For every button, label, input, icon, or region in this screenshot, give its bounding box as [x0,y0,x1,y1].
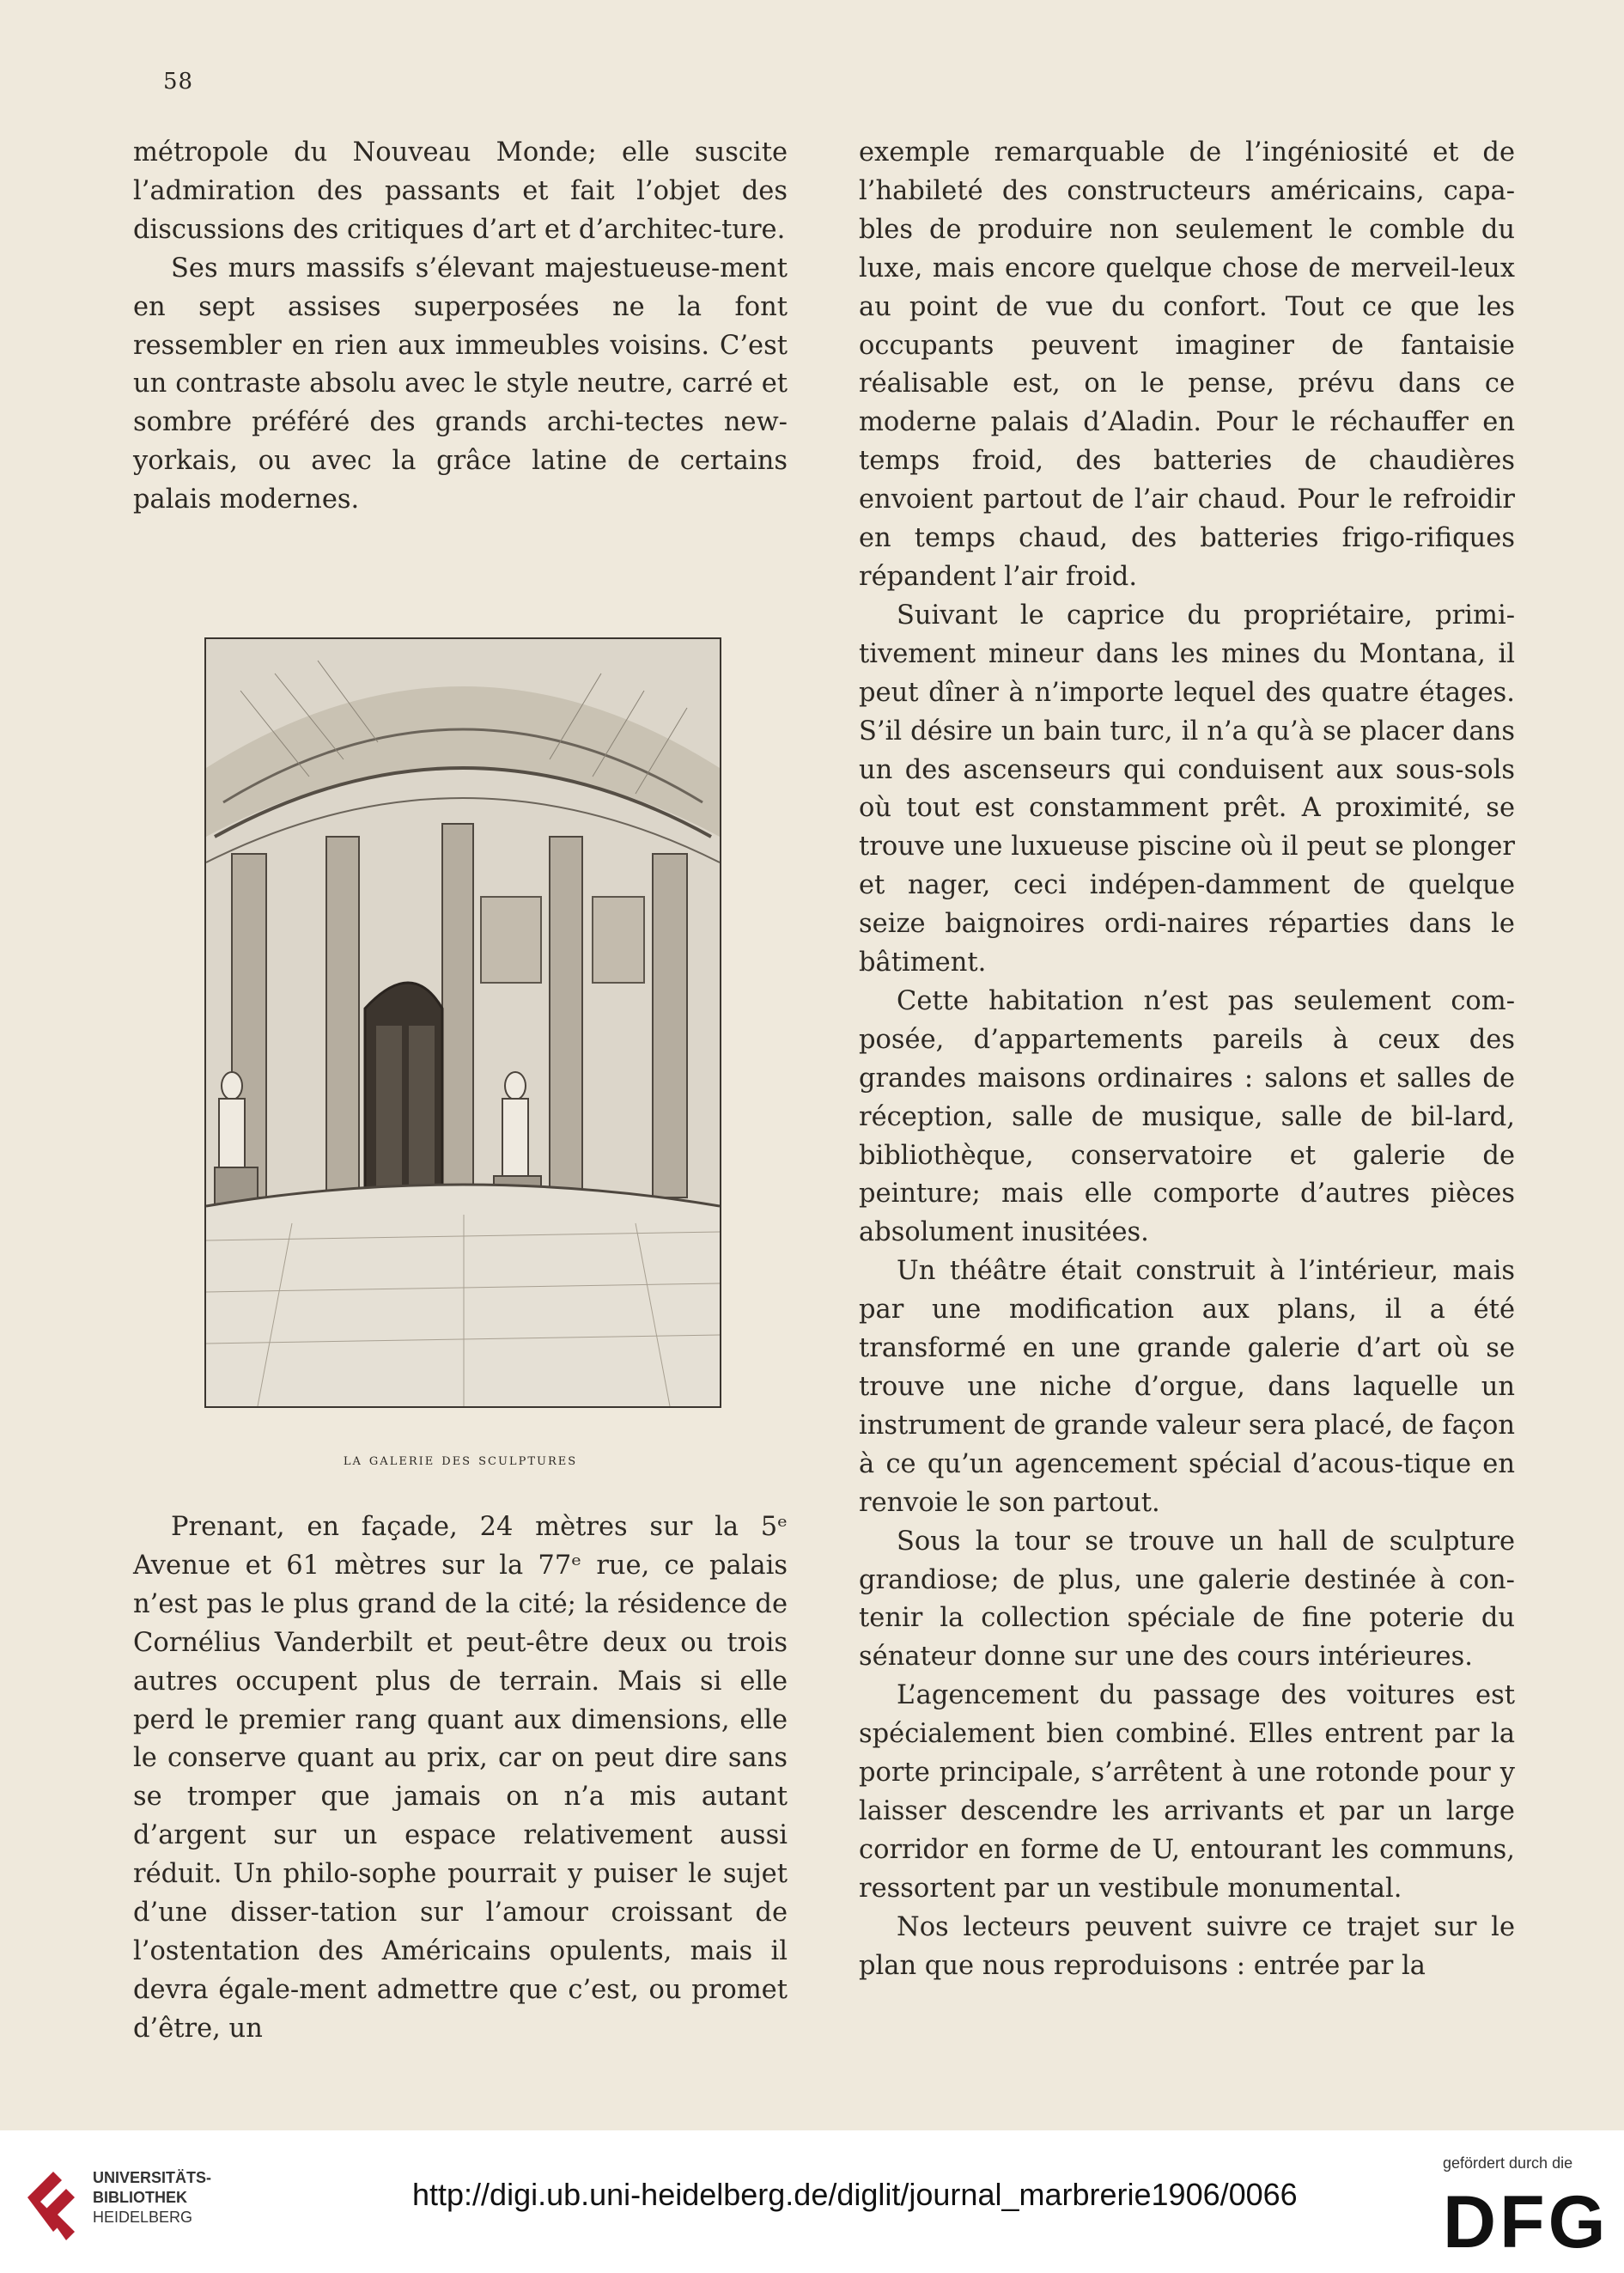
paragraph: Cette habitation n’est pas seulement com-posée, d’appartements pareils à ceux des grandes maisons ordinaires : salons et salles de réception, salle de musique, salle de bil-lard, bibliothèque, conservatoire et galerie de peinture; mais elle comporte d’autres pièces absolument inusitées. [859,985,1515,1248]
paragraph: Sous la tour se trouve un hall de sculpture grandiose; de plus, une galerie destinée à con-tenir la collection spéciale de fine poterie du sénateur donne sur une des cours intérieures. [859,1526,1515,1673]
dfg-logo: DFG [1443,2181,1609,2264]
left-column-bottom [133,1508,788,2049]
page-number: 58 [163,69,194,94]
paragraph: Suivant le caprice du propriétaire, primi-tivement mineur dans les mines du Montana, il peut dîner à n’importe lequel des quatre étages. S’il désire un bain turc, il n’a qu’à se placer dans un des ascenseurs qui conduisent aux sous-sols où tout est constamment prêt. A proximité, se trouve une luxueuse piscine où il peut se plonger et nager, ceci indépen-damment de quelque seize baignoires ordi-naires réparties dans le bâtiment. [859,600,1515,978]
right-column [859,134,1515,1986]
paragraph: L’agencement du passage des voitures est spécialement bien combiné. Elles entrent par la porte principale, s’arrêtent à une rotonde pour y laisser descendre les arrivants et par un large corridor en forme de U, entourant les communs, ressortent par un vestibule monumental. [859,1680,1515,1904]
paragraph: exemple remarquable de l’ingéniosité et de l’habileté des constructeurs américains, capa-bles de produire non seulement le comble du luxe, mais encore quelque chose de merveil-leux au point de vue du confort. Tout ce que les occupants peuvent imaginer de fantaisie réalisable est, on le pense, prévu dans ce moderne palais d’Aladin. Pour le réchauffer en temps froid, des batteries de chaudières envoient partout de l’air chaud. Pour le refroidir en temps chaud, des batteries frigo-rifiques répandent l’air froid. [859,137,1515,592]
paragraph: Prenant, en façade, 24 mètres sur la 5ᵉ Avenue et 61 mètres sur la 77ᵉ rue, ce palais n’est pas le plus grand de la cité; la résidence de Cornélius Vanderbilt et peut-être deux ou trois autres occupent plus de terrain. Mais si elle perd le premier rang quant aux dimensions, elle le conserve quant au prix, car on peut dire sans se tromper que jamais on n’a mis autant d’argent sur un espace relativement aussi réduit. Un philo-sophe pourrait y puiser le sujet d’une disser-tation sur l’amour croissant de l’ostentation des Américains opulents, mais il devra égale-ment admettre que c’est, ou promet d’être, un [133,1512,788,2044]
library-name-line: HEIDELBERG [93,2209,193,2226]
paragraph: métropole du Nouveau Monde; elle suscite l’admiration des passants et fait l’objet des discussions des critiques d’art et d’architec-ture. [133,137,788,245]
engraving-image [206,639,720,1406]
figure-caption: la galerie des sculptures [343,1450,578,1469]
paragraph: Nos lecteurs peuvent suivre ce trajet sur le plan que nous reproduisons : entrée par la [859,1911,1515,1981]
funding-label: gefördert durch die [1443,2154,1573,2172]
library-name-line: BIBLIOTHEK [93,2189,187,2206]
university-library-logo-icon [19,2163,88,2245]
paragraph: Un théâtre était construit à l’intérieur, mais par une modification aux plans, il a été transformé en une grande galerie d’art où se trouve une niche d’orgue, dans laquelle un instrument de grande valeur sera placé, de façon à ce qu’un agencement spécial d’acous-tique en renvoie le son partout. [859,1256,1515,1518]
library-name-line: UNIVERSITÄTS- [93,2169,212,2186]
sculpture-gallery-illustration [204,637,720,1406]
left-column-top [133,134,788,520]
source-url-link[interactable]: http://digi.ub.uni-heidelberg.de/diglit/journal_marbrerie1906/0066 [412,2177,1298,2212]
paragraph: Ses murs massifs s’élevant majestueuse-ment en sept assises superposées ne la font ressembler en rien aux immeubles voisins. C’est un contraste absolu avec le style neutre, carré et sombre préféré des grands archi-tectes new-yorkais, ou avec la grâce latine de certains palais modernes. [133,253,788,515]
digitization-footer [0,2130,1624,2273]
library-name [93,2168,211,2227]
